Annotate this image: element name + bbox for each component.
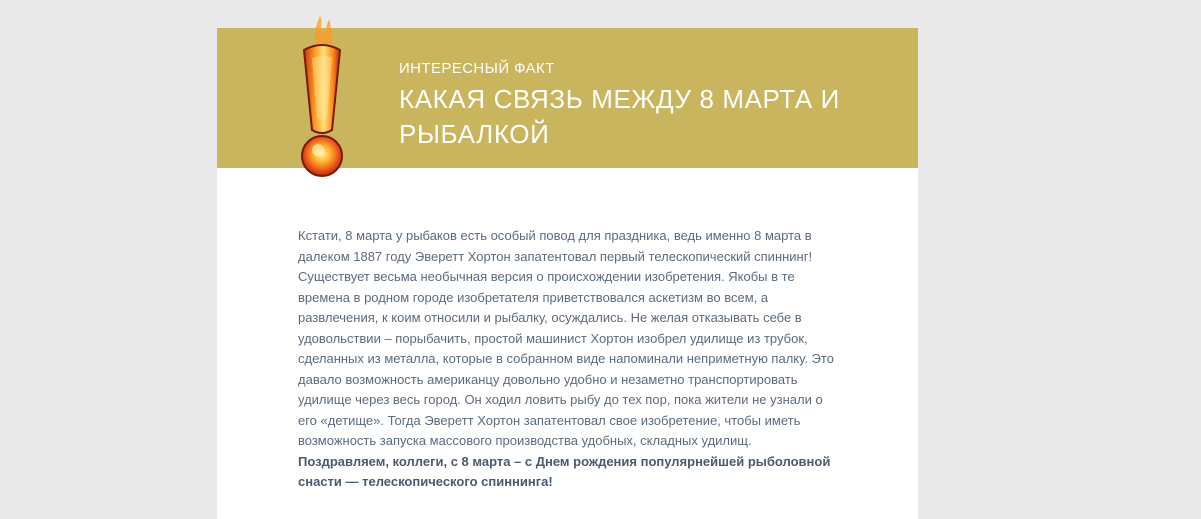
banner-kicker: ИНТЕРЕСНЫЙ ФАКТ (399, 60, 555, 77)
article-body (298, 226, 843, 493)
fiery-exclamation-icon (290, 14, 354, 186)
email-card (217, 28, 918, 519)
congrats-text: Поздравляем, коллеги, с 8 марта – с Днем рождения популярнейшей рыболовной снасти — телескопического спиннинга! (298, 453, 831, 489)
banner-title: КАКАЯ СВЯЗЬ МЕЖДУ 8 МАРТА И РЫБАЛКОЙ (399, 84, 840, 149)
header-banner (217, 28, 918, 168)
article-paragraph: Кстати, 8 марта у рыбаков есть особый повод для праздника, ведь именно 8 марта в далеком 1887 году Эверетт Хортон запатентовал первый телескопический спиннинг! Существует весьма необычная версия о происхождении изобретения. Якобы в те времена в родном городе изобретателя приветствовался аскетизм во всем, а развлечения, к коим относили и рыбалку, осуждались. Не желая отказывать себе в удовольствии – порыбачить, простой машинист Хортон изобрел удилище из трубок, сделанных из металла, которые в собранном виде напоминали неприметную палку. Это давало возможность американцу довольно удобно и незаметно транспортировать удилище через весь город. Он ходил ловить рыбу до тех пор, пока жители не узнали о его «детище». Тогда Эверетт Хортон запатентовал свое изобретение, чтобы иметь возможность запуска массового производства удобных, складных удилищ. (298, 228, 834, 448)
